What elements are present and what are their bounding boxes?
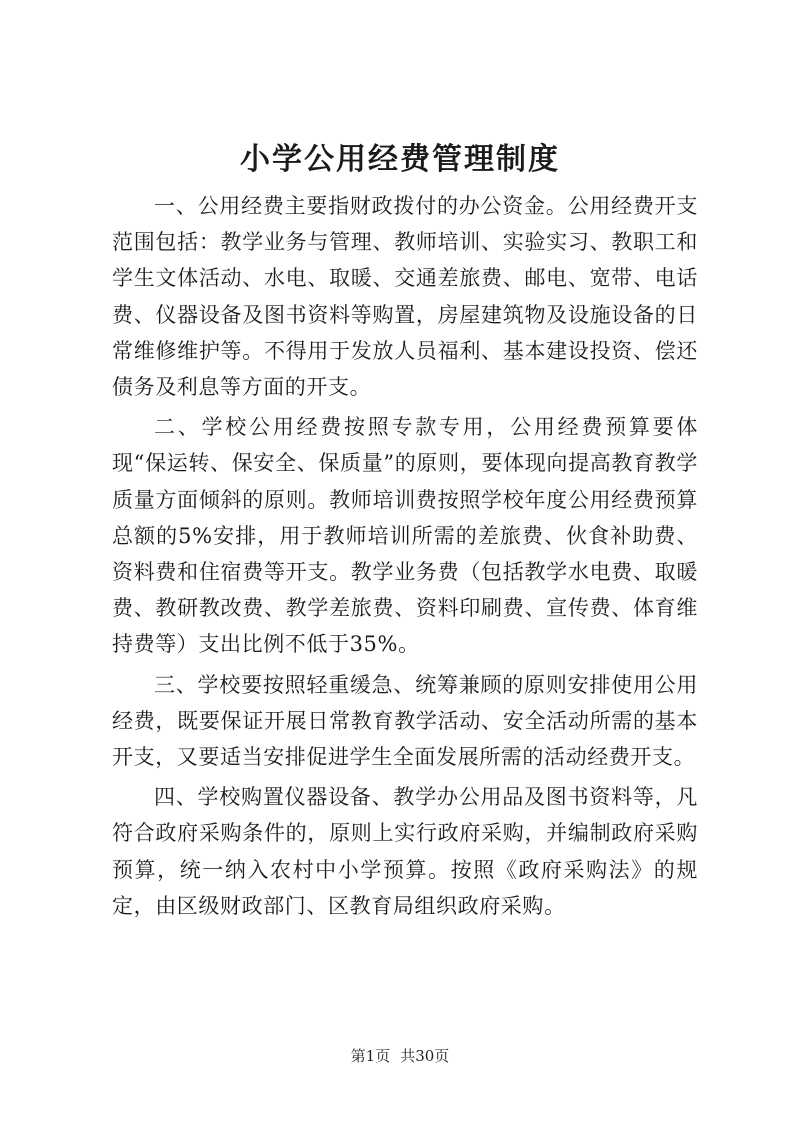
document-title: 小学公用经费管理制度 — [240, 142, 560, 177]
current-page-label: 第1页 — [350, 1047, 391, 1065]
paragraph-3: 三、学校要按照轻重缓急、统筹兼顾的原则安排使用公用经费，既要保证开展日常教育教学活动、安全活动所需的基本开支，又要适当安排促进学生全面发展所需的活动经费开支。 — [112, 672, 698, 770]
paragraph-4: 四、学校购置仪器设备、教学办公用品及图书资料等，凡符合政府采购条件的，原则上实行政府采购，并编制政府采购预算，统一纳入农村中小学预算。按照《政府采购法》的规定，由区级财政部门、区教育局组织政府采购。 — [112, 785, 698, 918]
paragraph-1: 一、公用经费主要指财政拨付的办公资金。公用经费开支范围包括：教学业务与管理、教师培训、实验实习、教职工和学生文体活动、水电、取暖、交通差旅费、邮电、宽带、电话费、仪器设备及图书资料等购置，房屋建筑物及设施设备的日常维修维护等。不得用于发放人员福利、基本建设投资、偿还债务及利息等方面的开支。 — [112, 194, 698, 400]
total-pages-label: 共30页 — [400, 1047, 450, 1065]
paragraph-2: 二、学校公用经费按照专款专用，公用经费预算要体现“保运转、保安全、保质量”的原则，要体现向提高教育教学质量方面倾斜的原则。教师培训费按照学校年度公用经费预算总额的5%安排，用于教师培训所需的差旅费、伙食补助费、资料费和住宿费等开支。教学业务费（包括教学水电费、取暖费、教研教改费、教学差旅费、资料印刷费、宣传费、体育维持费等）支出比例不低于35%。 — [112, 415, 698, 657]
document-body — [112, 188, 698, 928]
page-number-footer — [0, 1046, 800, 1066]
